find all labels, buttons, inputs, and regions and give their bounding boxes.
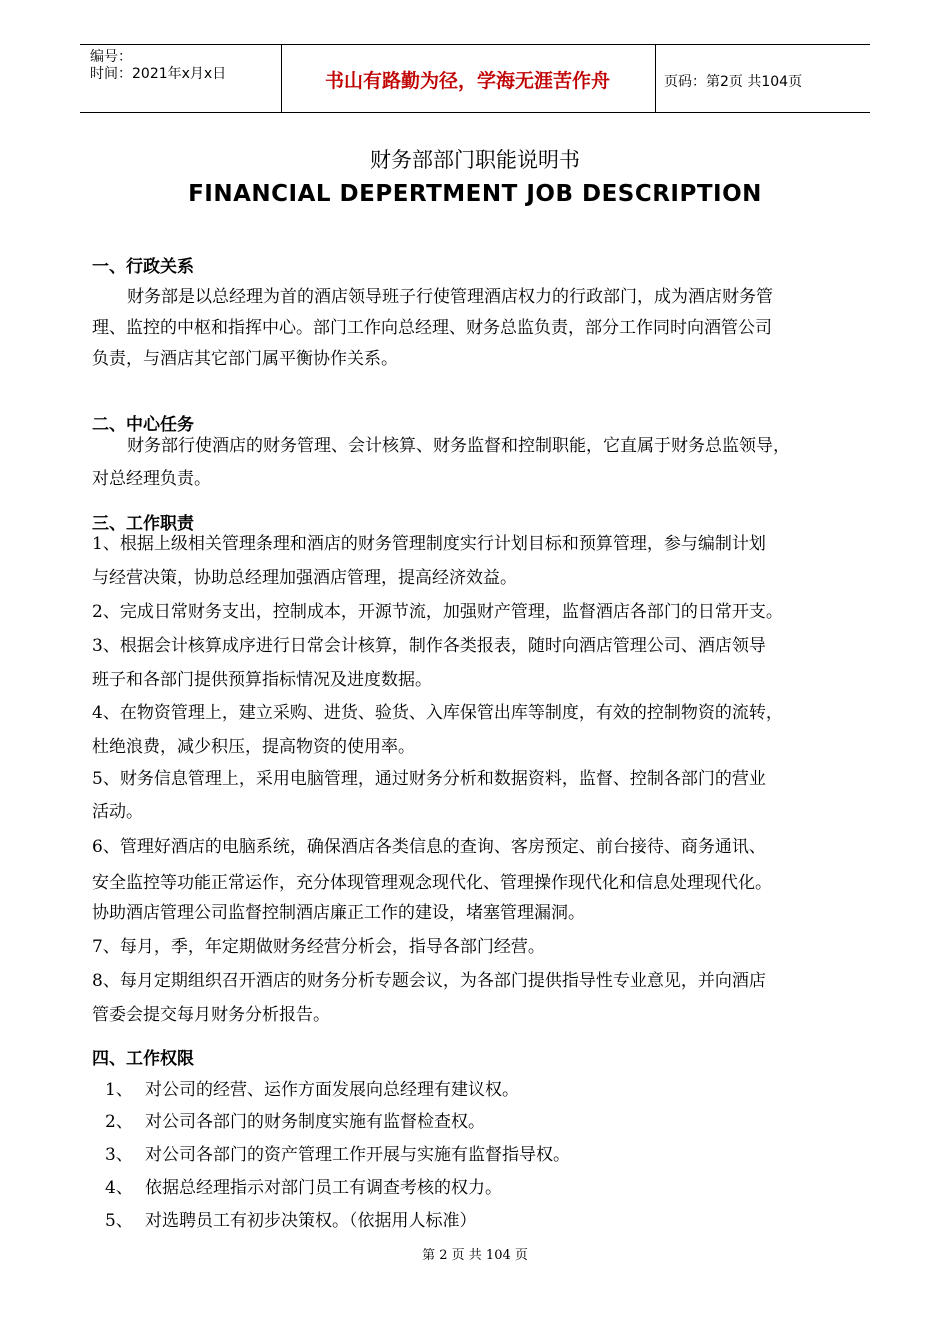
paragraph-line: 5、财务信息管理上，采用电脑管理，通过财务分析和数据资料，监督、控制各部门的营业 [92, 769, 766, 789]
paragraph-line: 协助酒店管理公司监督控制酒店廉正工作的建设，堵塞管理漏洞。 [92, 903, 585, 923]
number-label: 编号： [90, 49, 132, 65]
list-number: 5、 [105, 1211, 133, 1231]
header-motto: 书山有路勤为径，学海无涯苦作舟 [324, 70, 610, 92]
header-top-rule [80, 44, 870, 45]
paragraph-line: 6、管理好酒店的电脑系统，确保酒店各类信息的查询、客房预定、前台接待、商务通讯、 [92, 837, 766, 857]
paragraph-line: 财务部行使酒店的财务管理、会计核算、财务监督和控制职能，它直属于财务总监领导， [127, 436, 790, 456]
paragraph-line: 活动。 [92, 802, 143, 822]
header-page-number: 页码：第2页 共104页 [664, 74, 803, 90]
paragraph-line: 7、每月，季，年定期做财务经营分析会，指导各部门经营。 [92, 937, 545, 957]
list-number: 2、 [105, 1112, 133, 1132]
paragraph-line: 3、根据会计核算成序进行日常会计核算，制作各类报表，随时向酒店管理公司、酒店领导 [92, 636, 766, 656]
list-number: 4、 [105, 1178, 133, 1198]
time-label: 时间：2021年x月x日 [90, 66, 227, 82]
section-heading: 四、工作权限 [92, 1049, 194, 1069]
document-title-en: FINANCIAL DEPERTMENT JOB DESCRIPTION [188, 181, 762, 207]
paragraph-line: 负责，与酒店其它部门属平衡协作关系。 [92, 349, 398, 369]
paragraph-line: 8、每月定期组织召开酒店的财务分析专题会议，为各部门提供指导性专业意见，并向酒店 [92, 971, 766, 991]
paragraph-line: 杜绝浪费，减少积压，提高物资的使用率。 [92, 737, 415, 757]
header-bottom-rule [80, 112, 870, 113]
list-number: 1、 [105, 1080, 133, 1100]
page-header [80, 44, 870, 112]
paragraph-line: 1、根据上级相关管理条理和酒店的财务管理制度实行计划目标和预算管理，参与编制计划 [92, 534, 766, 554]
list-number: 3、 [105, 1145, 133, 1165]
paragraph-line: 2、完成日常财务支出，控制成本，开源节流，加强财产管理，监督酒店各部门的日常开支。 [92, 602, 783, 622]
list-item: 依据总经理指示对部门员工有调查考核的权力。 [145, 1178, 502, 1198]
paragraph-line: 4、在物资管理上，建立采购、进货、验货、入库保管出库等制度，有效的控制物资的流转， [92, 703, 783, 723]
paragraph-line: 理、监控的中枢和指挥中心。部门工作向总经理、财务总监负责，部分工作同时向酒管公司 [92, 318, 772, 338]
page-footer: 第 2 页 共 104 页 [422, 1248, 528, 1263]
document-title-cn: 财务部部门职能说明书 [370, 148, 580, 172]
paragraph-line: 管委会提交每月财务分析报告。 [92, 1005, 330, 1025]
paragraph-line: 安全监控等功能正常运作，充分体现管理观念现代化、管理操作现代化和信息处理现代化。 [92, 873, 772, 893]
list-item: 对公司各部门的财务制度实施有监督检查权。 [145, 1112, 485, 1132]
paragraph-line: 对总经理负责。 [92, 469, 211, 489]
section-heading: 一、行政关系 [92, 257, 194, 277]
list-item: 对选聘员工有初步决策权。（依据用人标准） [145, 1211, 477, 1231]
header-meta [90, 49, 226, 83]
list-item: 对公司各部门的资产管理工作开展与实施有监督指导权。 [145, 1145, 570, 1165]
header-divider [655, 44, 656, 112]
paragraph-line: 与经营决策，协助总经理加强酒店管理，提高经济效益。 [92, 568, 517, 588]
section-heading: 三、工作职责 [92, 514, 194, 534]
list-item: 对公司的经营、运作方面发展向总经理有建议权。 [145, 1080, 519, 1100]
paragraph-line: 财务部是以总经理为首的酒店领导班子行使管理酒店权力的行政部门，成为酒店财务管 [127, 287, 773, 307]
paragraph-line: 班子和各部门提供预算指标情况及进度数据。 [92, 670, 432, 690]
section-heading: 二、中心任务 [92, 415, 194, 435]
